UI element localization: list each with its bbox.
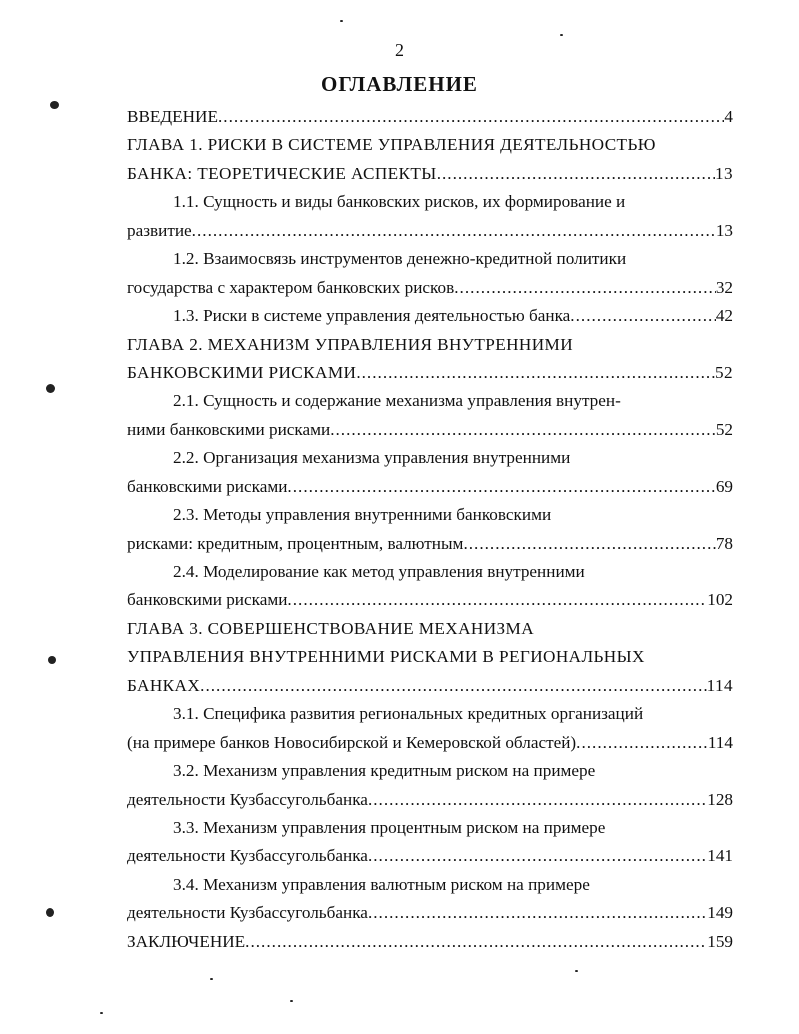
toc-entry-title: деятельности Кузбассугольбанка	[127, 903, 368, 923]
toc-section-3-1-line-1[interactable]: 3.1. Специфика развития региональных кредитных организаций	[173, 704, 644, 724]
toc-page-number: 52	[715, 419, 733, 439]
toc-section-3-3-line-2[interactable]	[127, 842, 733, 870]
scan-speck	[560, 34, 563, 36]
toc-leader-dots	[356, 359, 715, 387]
toc-entry-title: развитие	[127, 220, 192, 240]
toc-page-number: 114	[707, 732, 733, 752]
toc-section-3-1-line-2[interactable]	[127, 729, 733, 757]
toc-page-number: 128	[707, 789, 733, 809]
scan-speck	[46, 908, 54, 917]
toc-entry-introduction[interactable]	[127, 103, 733, 131]
scan-speck	[340, 20, 343, 22]
toc-section-1-3[interactable]	[127, 302, 733, 330]
toc-section-2-3-line-1[interactable]: 2.3. Методы управления внутренними банковскими	[173, 505, 552, 525]
scan-speck	[210, 978, 213, 980]
toc-page-number: 159	[707, 931, 733, 951]
toc-leader-dots	[287, 586, 707, 614]
table-of-contents	[127, 103, 733, 956]
toc-section-2-4-line-2[interactable]	[127, 586, 733, 614]
page-title: ОГЛАВЛЕНИЕ	[321, 72, 478, 96]
toc-section-3-3-line-1[interactable]: 3.3. Механизм управления процентным риском на примере	[173, 817, 606, 837]
toc-section-3-4-line-1[interactable]: 3.4. Механизм управления валютным риском на примере	[173, 874, 590, 894]
toc-page-number: 13	[715, 163, 733, 183]
toc-leader-dots	[192, 217, 716, 245]
toc-chapter-1-title-line-2[interactable]	[127, 160, 733, 188]
toc-page-number: 69	[715, 476, 733, 496]
toc-section-3-4-line-2[interactable]	[127, 899, 733, 927]
toc-section-1-1-line-1[interactable]: 1.1. Сущность и виды банковских рисков, их формирование и	[173, 192, 626, 212]
toc-page-number: 13	[715, 220, 733, 240]
toc-chapter-2-title-line-1[interactable]: ГЛАВА 2. МЕХАНИЗМ УПРАВЛЕНИЯ ВНУТРЕННИМИ	[127, 334, 574, 354]
toc-chapter-3-title-line-2[interactable]: УПРАВЛЕНИЯ ВНУТРЕННИМИ РИСКАМИ В РЕГИОНАЛЬНЫХ	[127, 647, 645, 667]
toc-leader-dots	[576, 729, 708, 757]
toc-leader-dots	[218, 103, 724, 131]
toc-page-number: 52	[715, 362, 733, 382]
toc-page-number: 78	[715, 533, 733, 553]
toc-section-2-1-line-1[interactable]: 2.1. Сущность и содержание механизма управления внутрен-	[173, 391, 621, 411]
toc-page-number: 114	[706, 675, 733, 695]
toc-chapter-2-title-line-2[interactable]	[127, 359, 733, 387]
toc-section-1-1-line-2[interactable]	[127, 217, 733, 245]
toc-section-2-3-line-2[interactable]	[127, 530, 733, 558]
toc-leader-dots	[570, 302, 716, 330]
page-number: 2	[395, 40, 404, 60]
toc-leader-dots	[463, 530, 715, 558]
toc-section-1-2-line-1[interactable]: 1.2. Взаимосвязь инструментов денежно-кредитной политики	[173, 249, 627, 269]
toc-entry-title: БАНКОВСКИМИ РИСКАМИ	[127, 362, 357, 382]
toc-entry-title: (на примере банков Новосибирской и Кемеровской областей)	[127, 732, 577, 752]
toc-page-number: 32	[715, 277, 733, 297]
toc-section-2-2-line-2[interactable]	[127, 473, 733, 501]
toc-leader-dots	[287, 473, 715, 501]
toc-leader-dots	[368, 899, 707, 927]
toc-section-1-2-line-2[interactable]	[127, 274, 733, 302]
toc-entry-title: рисками: кредитным, процентным, валютным	[127, 533, 464, 553]
toc-entry-title: государства с характером банковских рисков	[127, 277, 455, 297]
scan-speck	[575, 970, 578, 972]
toc-leader-dots	[454, 274, 716, 302]
toc-section-3-2-line-1[interactable]: 3.2. Механизм управления кредитным риском на примере	[173, 761, 596, 781]
toc-leader-dots	[200, 672, 707, 700]
toc-chapter-1-title-line-1[interactable]: ГЛАВА 1. РИСКИ В СИСТЕМЕ УПРАВЛЕНИЯ ДЕЯТЕЛЬНОСТЬЮ	[127, 135, 656, 155]
toc-entry-title: ЗАКЛЮЧЕНИЕ	[127, 931, 246, 951]
toc-page-number: 149	[707, 903, 733, 923]
scan-speck	[100, 1012, 103, 1014]
toc-section-2-1-line-2[interactable]	[127, 416, 733, 444]
toc-section-2-2-line-1[interactable]: 2.2. Организация механизма управления внутренними	[173, 448, 571, 468]
toc-entry-title: деятельности Кузбассугольбанка	[127, 789, 368, 809]
toc-chapter-3-title-line-1[interactable]: ГЛАВА 3. СОВЕРШЕНСТВОВАНИЕ МЕХАНИЗМА	[127, 618, 535, 638]
toc-leader-dots	[437, 160, 715, 188]
toc-leader-dots	[368, 842, 707, 870]
toc-leader-dots	[245, 928, 707, 956]
toc-entry-title: 1.3. Риски в системе управления деятельностью банка	[173, 306, 571, 326]
toc-page-number: 102	[707, 590, 733, 610]
scan-speck	[290, 1000, 293, 1002]
toc-leader-dots	[330, 416, 716, 444]
toc-entry-title: деятельности Кузбассугольбанка	[127, 846, 368, 866]
toc-entry-title: банковскими рисками	[127, 590, 288, 610]
toc-section-3-2-line-2[interactable]	[127, 786, 733, 814]
toc-entry-conclusion[interactable]	[127, 928, 733, 956]
toc-entry-title: ВВЕДЕНИЕ	[127, 107, 218, 126]
toc-chapter-3-title-line-3[interactable]	[127, 672, 733, 700]
toc-leader-dots	[368, 786, 707, 814]
toc-entry-title: ними банковскими рисками	[127, 419, 331, 439]
toc-page-number: 42	[715, 306, 733, 326]
scan-speck	[48, 656, 56, 664]
toc-entry-title: БАНКА: ТЕОРЕТИЧЕСКИЕ АСПЕКТЫ	[127, 163, 437, 183]
toc-section-2-4-line-1[interactable]: 2.4. Моделирование как метод управления внутренними	[173, 562, 585, 581]
toc-entry-title: банковскими рисками	[127, 476, 288, 496]
scan-speck	[50, 101, 59, 109]
scan-speck	[46, 384, 55, 393]
toc-page-number: 141	[707, 846, 733, 866]
toc-entry-title: БАНКАХ	[127, 675, 201, 695]
toc-page-number: 4	[724, 107, 733, 126]
